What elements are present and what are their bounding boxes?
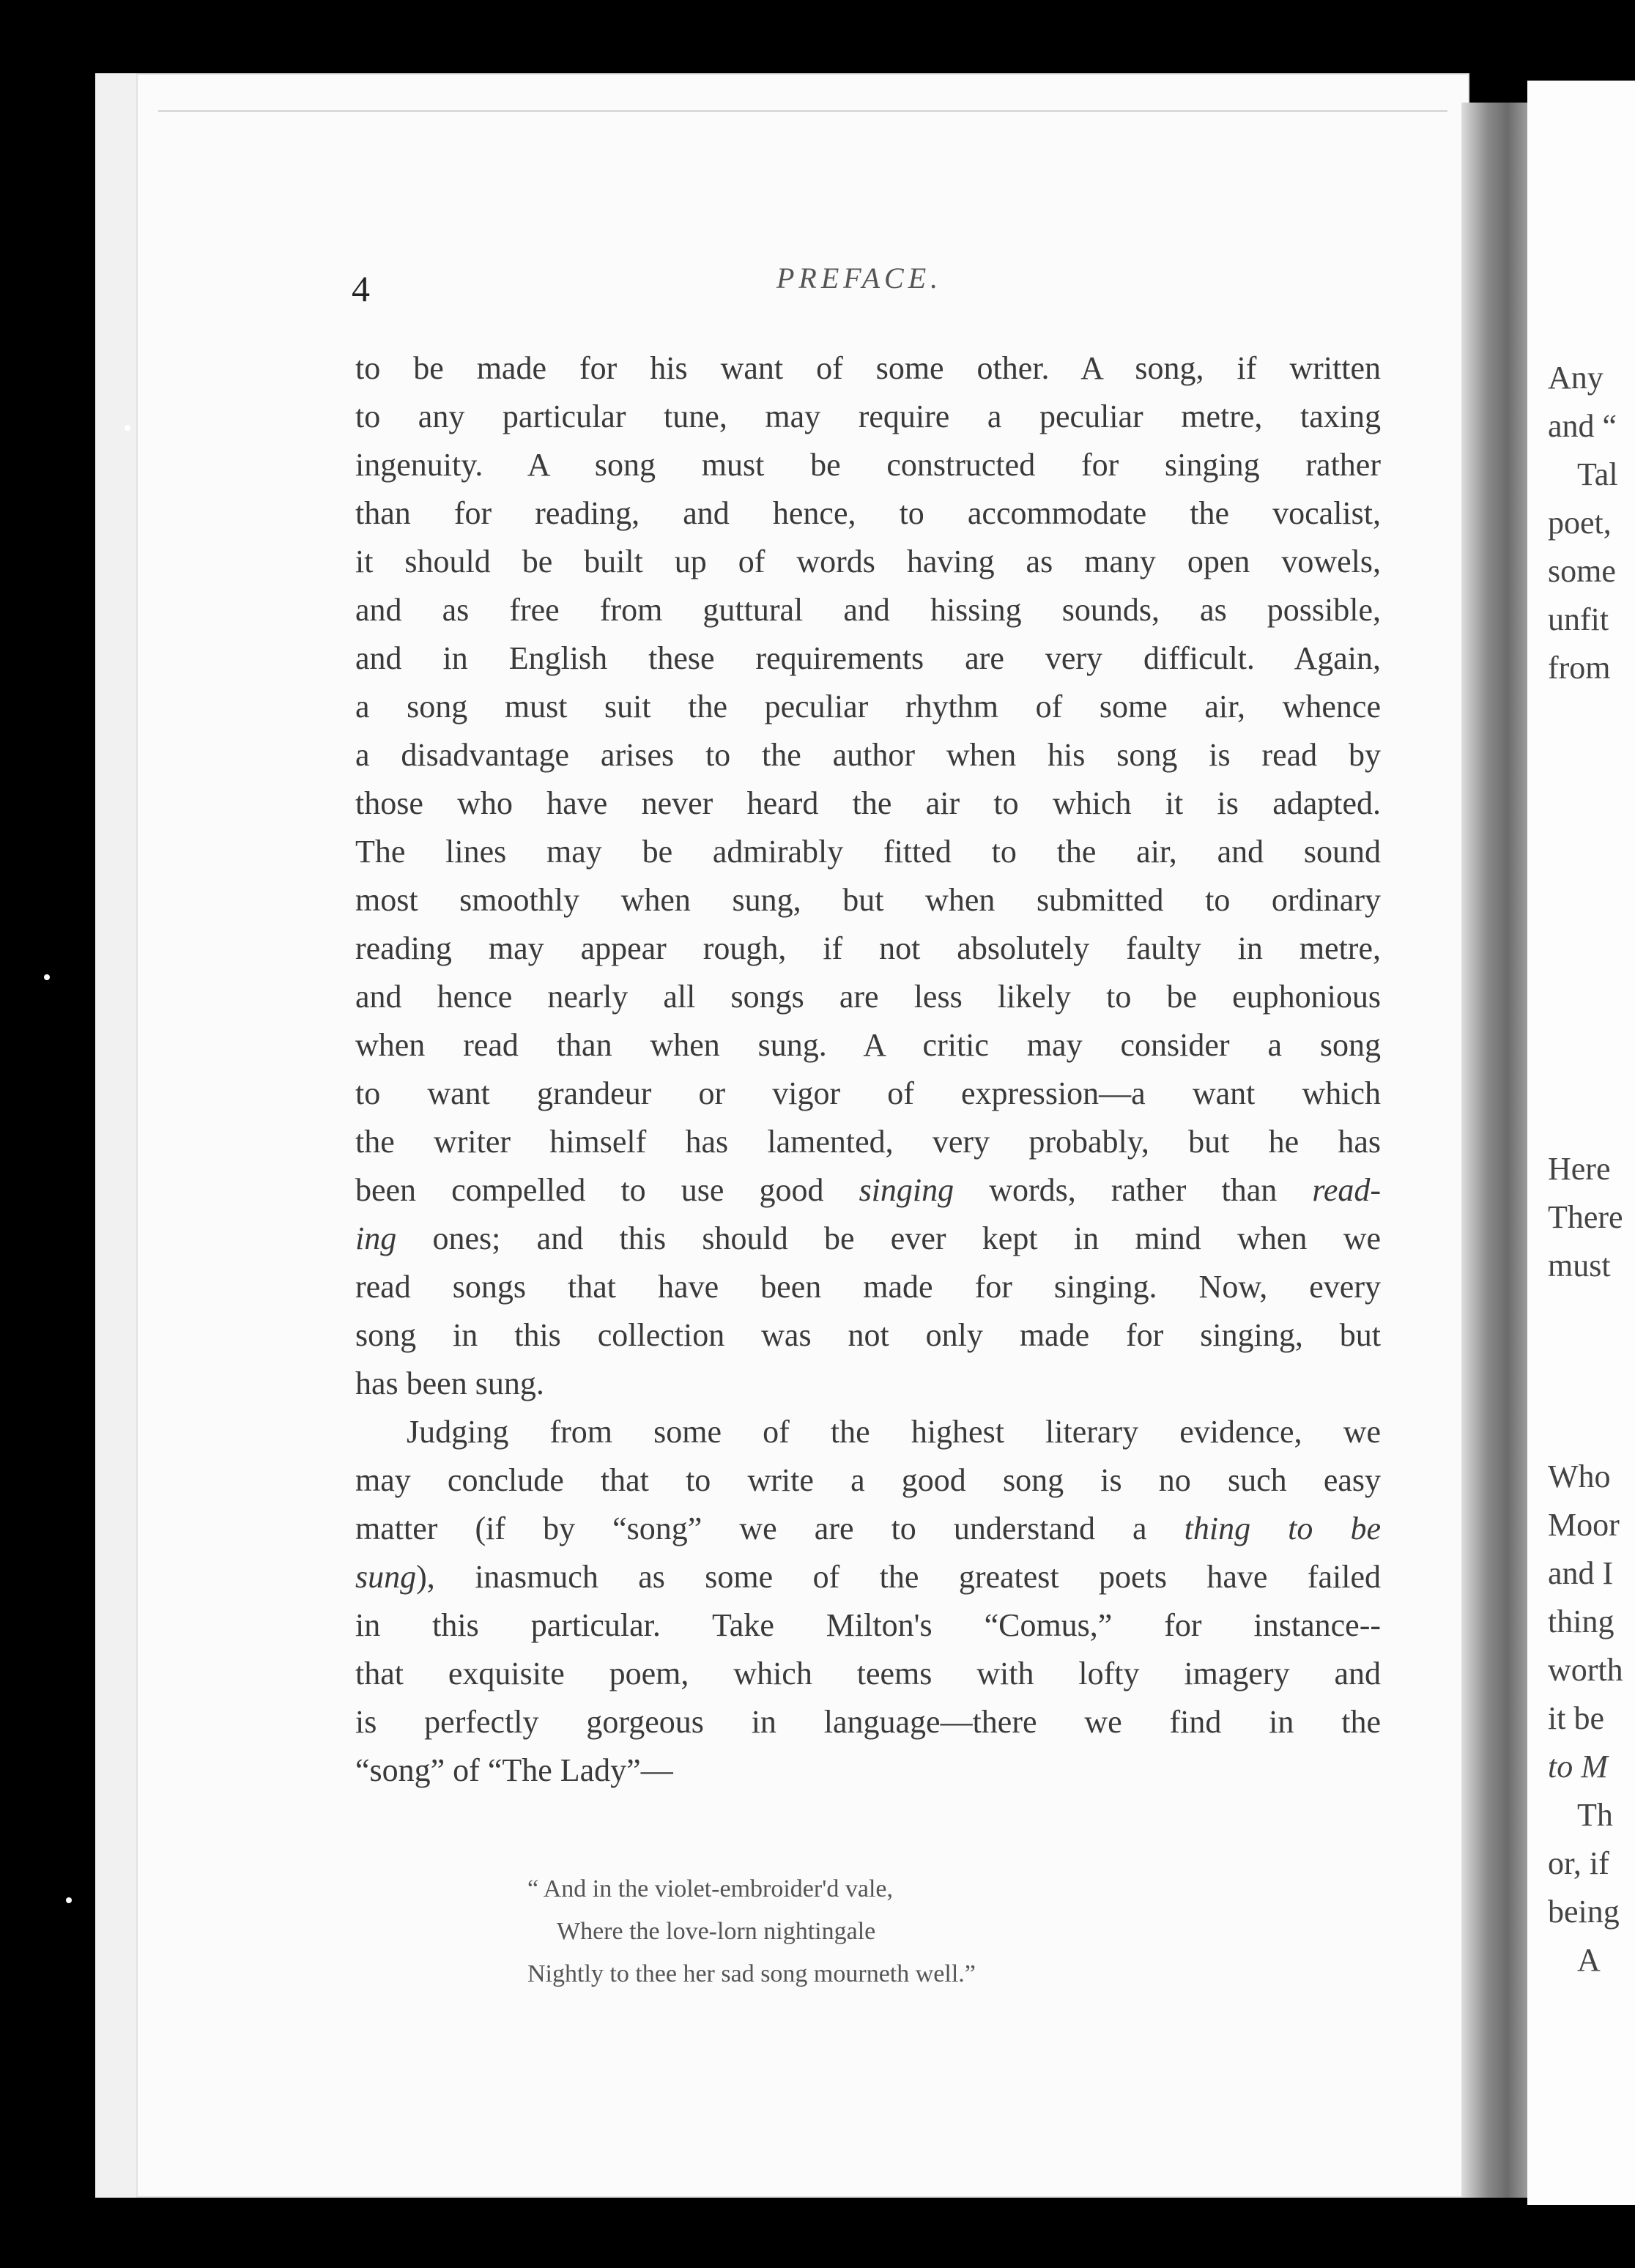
text-line: and hence nearly all songs are less likely to be euphonious (355, 979, 1381, 1015)
text-line: read songs that have been made for singing. Now, every (355, 1269, 1381, 1305)
scan-speck (66, 1897, 72, 1903)
text-line: in this particular. Take Milton's “Comus,” for instance-- (355, 1607, 1381, 1643)
verse-line: Where the love-lorn nightingale (557, 1918, 876, 1945)
facing-page-fragment: Any (1548, 360, 1604, 396)
facing-page-fragment: poet, (1548, 505, 1612, 541)
text-line: to any particular tune, may require a peculiar metre, taxing (355, 399, 1381, 434)
scan-speck (44, 974, 50, 980)
italic-word: sung (355, 1559, 417, 1595)
facing-page-edge (1527, 81, 1635, 2205)
scan-speck (125, 425, 130, 431)
italic-phrase: thing to be (1184, 1511, 1381, 1546)
text-line: those who have never heard the air to which it is adapted. (355, 785, 1381, 821)
text-line: to want grandeur or vigor of expression—a want which (355, 1075, 1381, 1111)
text-line: when read than when sung. A critic may consider a song (355, 1027, 1381, 1063)
text-line: song in this collection was not only made for singing, but (355, 1317, 1381, 1353)
facing-page-fragment: thing (1548, 1604, 1614, 1639)
facing-page-fragment: Th (1577, 1797, 1613, 1833)
facing-page-fragment: and “ (1548, 408, 1617, 444)
text-line: ingenuity. A song must be constructed for singing rather (355, 447, 1381, 483)
facing-page-fragment: A (1577, 1942, 1601, 1978)
book-gutter-shadow (1461, 103, 1527, 2198)
facing-page-fragment: or, if (1548, 1845, 1609, 1881)
facing-page-fragment: it be (1548, 1700, 1604, 1736)
italic-word: ing (355, 1220, 397, 1256)
facing-page-fragment: some (1548, 553, 1616, 589)
facing-page-fragment: to M (1548, 1749, 1608, 1785)
verse-line: Nightly to thee her sad song mourneth well.” (527, 1960, 976, 1987)
text-line: than for reading, and hence, to accommodate the vocalist, (355, 495, 1381, 531)
text-line: and as free from guttural and hissing sounds, as possible, (355, 592, 1381, 628)
page-top-rule (158, 110, 1447, 112)
text-line: and in English these requirements are very difficult. Again, (355, 640, 1381, 676)
text-line: most smoothly when sung, but when submitted to ordinary (355, 882, 1381, 918)
text-line: a disadvantage arises to the author when his song is read by (355, 737, 1381, 773)
text-line: matter (if by “song” we are to understand a thing to be (355, 1511, 1381, 1546)
text-line: a song must suit the peculiar rhythm of some air, whence (355, 689, 1381, 724)
facing-page-fragment: Here (1548, 1151, 1611, 1187)
text-line: may conclude that to write a good song is no such easy (355, 1462, 1381, 1498)
text-line: the writer himself has lamented, very probably, but he has (355, 1124, 1381, 1160)
facing-page-fragment: and I (1548, 1555, 1614, 1591)
text-line: it should be built up of words having as many open vowels, (355, 544, 1381, 579)
verse-line: “ And in the violet-embroider'd vale, (527, 1875, 893, 1902)
italic-word: singing (859, 1172, 954, 1208)
text-line: been compelled to use good singing words, rather than read- (355, 1172, 1381, 1208)
text-line: has been sung. (355, 1365, 544, 1401)
facing-page-fragment: must (1548, 1248, 1611, 1283)
facing-page-fragment: Tal (1577, 456, 1618, 492)
text-line: sung), inasmuch as some of the greatest poets have failed (355, 1559, 1381, 1595)
running-head: PREFACE. (776, 262, 943, 294)
preface-text (355, 344, 1381, 1795)
back-page-edge (95, 73, 141, 2198)
text-line: The lines may be admirably fitted to the air, and sound (355, 834, 1381, 870)
facing-page-fragment: There (1548, 1199, 1623, 1235)
facing-page-fragment: Moor (1548, 1507, 1620, 1543)
text-line: “song” of “The Lady”— (355, 1752, 673, 1788)
page-number: 4 (352, 268, 370, 309)
text-line: is perfectly gorgeous in language—there we find in the (355, 1704, 1381, 1740)
facing-page-fragment: Who (1548, 1459, 1611, 1494)
facing-page-fragment: worth (1548, 1652, 1623, 1688)
text-line: reading may appear rough, if not absolutely faulty in metre, (355, 930, 1381, 966)
text-line: to be made for his want of some other. A song, if written (355, 350, 1381, 386)
text-line: ing ones; and this should be ever kept in mind when we (355, 1220, 1381, 1256)
text-line: Judging from some of the highest literary evidence, we (407, 1414, 1381, 1450)
facing-page-fragment: unfit (1548, 601, 1609, 637)
verse-quotation (527, 1868, 1333, 1995)
italic-word: read- (1312, 1172, 1381, 1208)
text-line: that exquisite poem, which teems with lofty imagery and (355, 1656, 1381, 1691)
facing-page-fragment: from (1548, 650, 1611, 686)
facing-page-fragment: being (1548, 1894, 1620, 1930)
